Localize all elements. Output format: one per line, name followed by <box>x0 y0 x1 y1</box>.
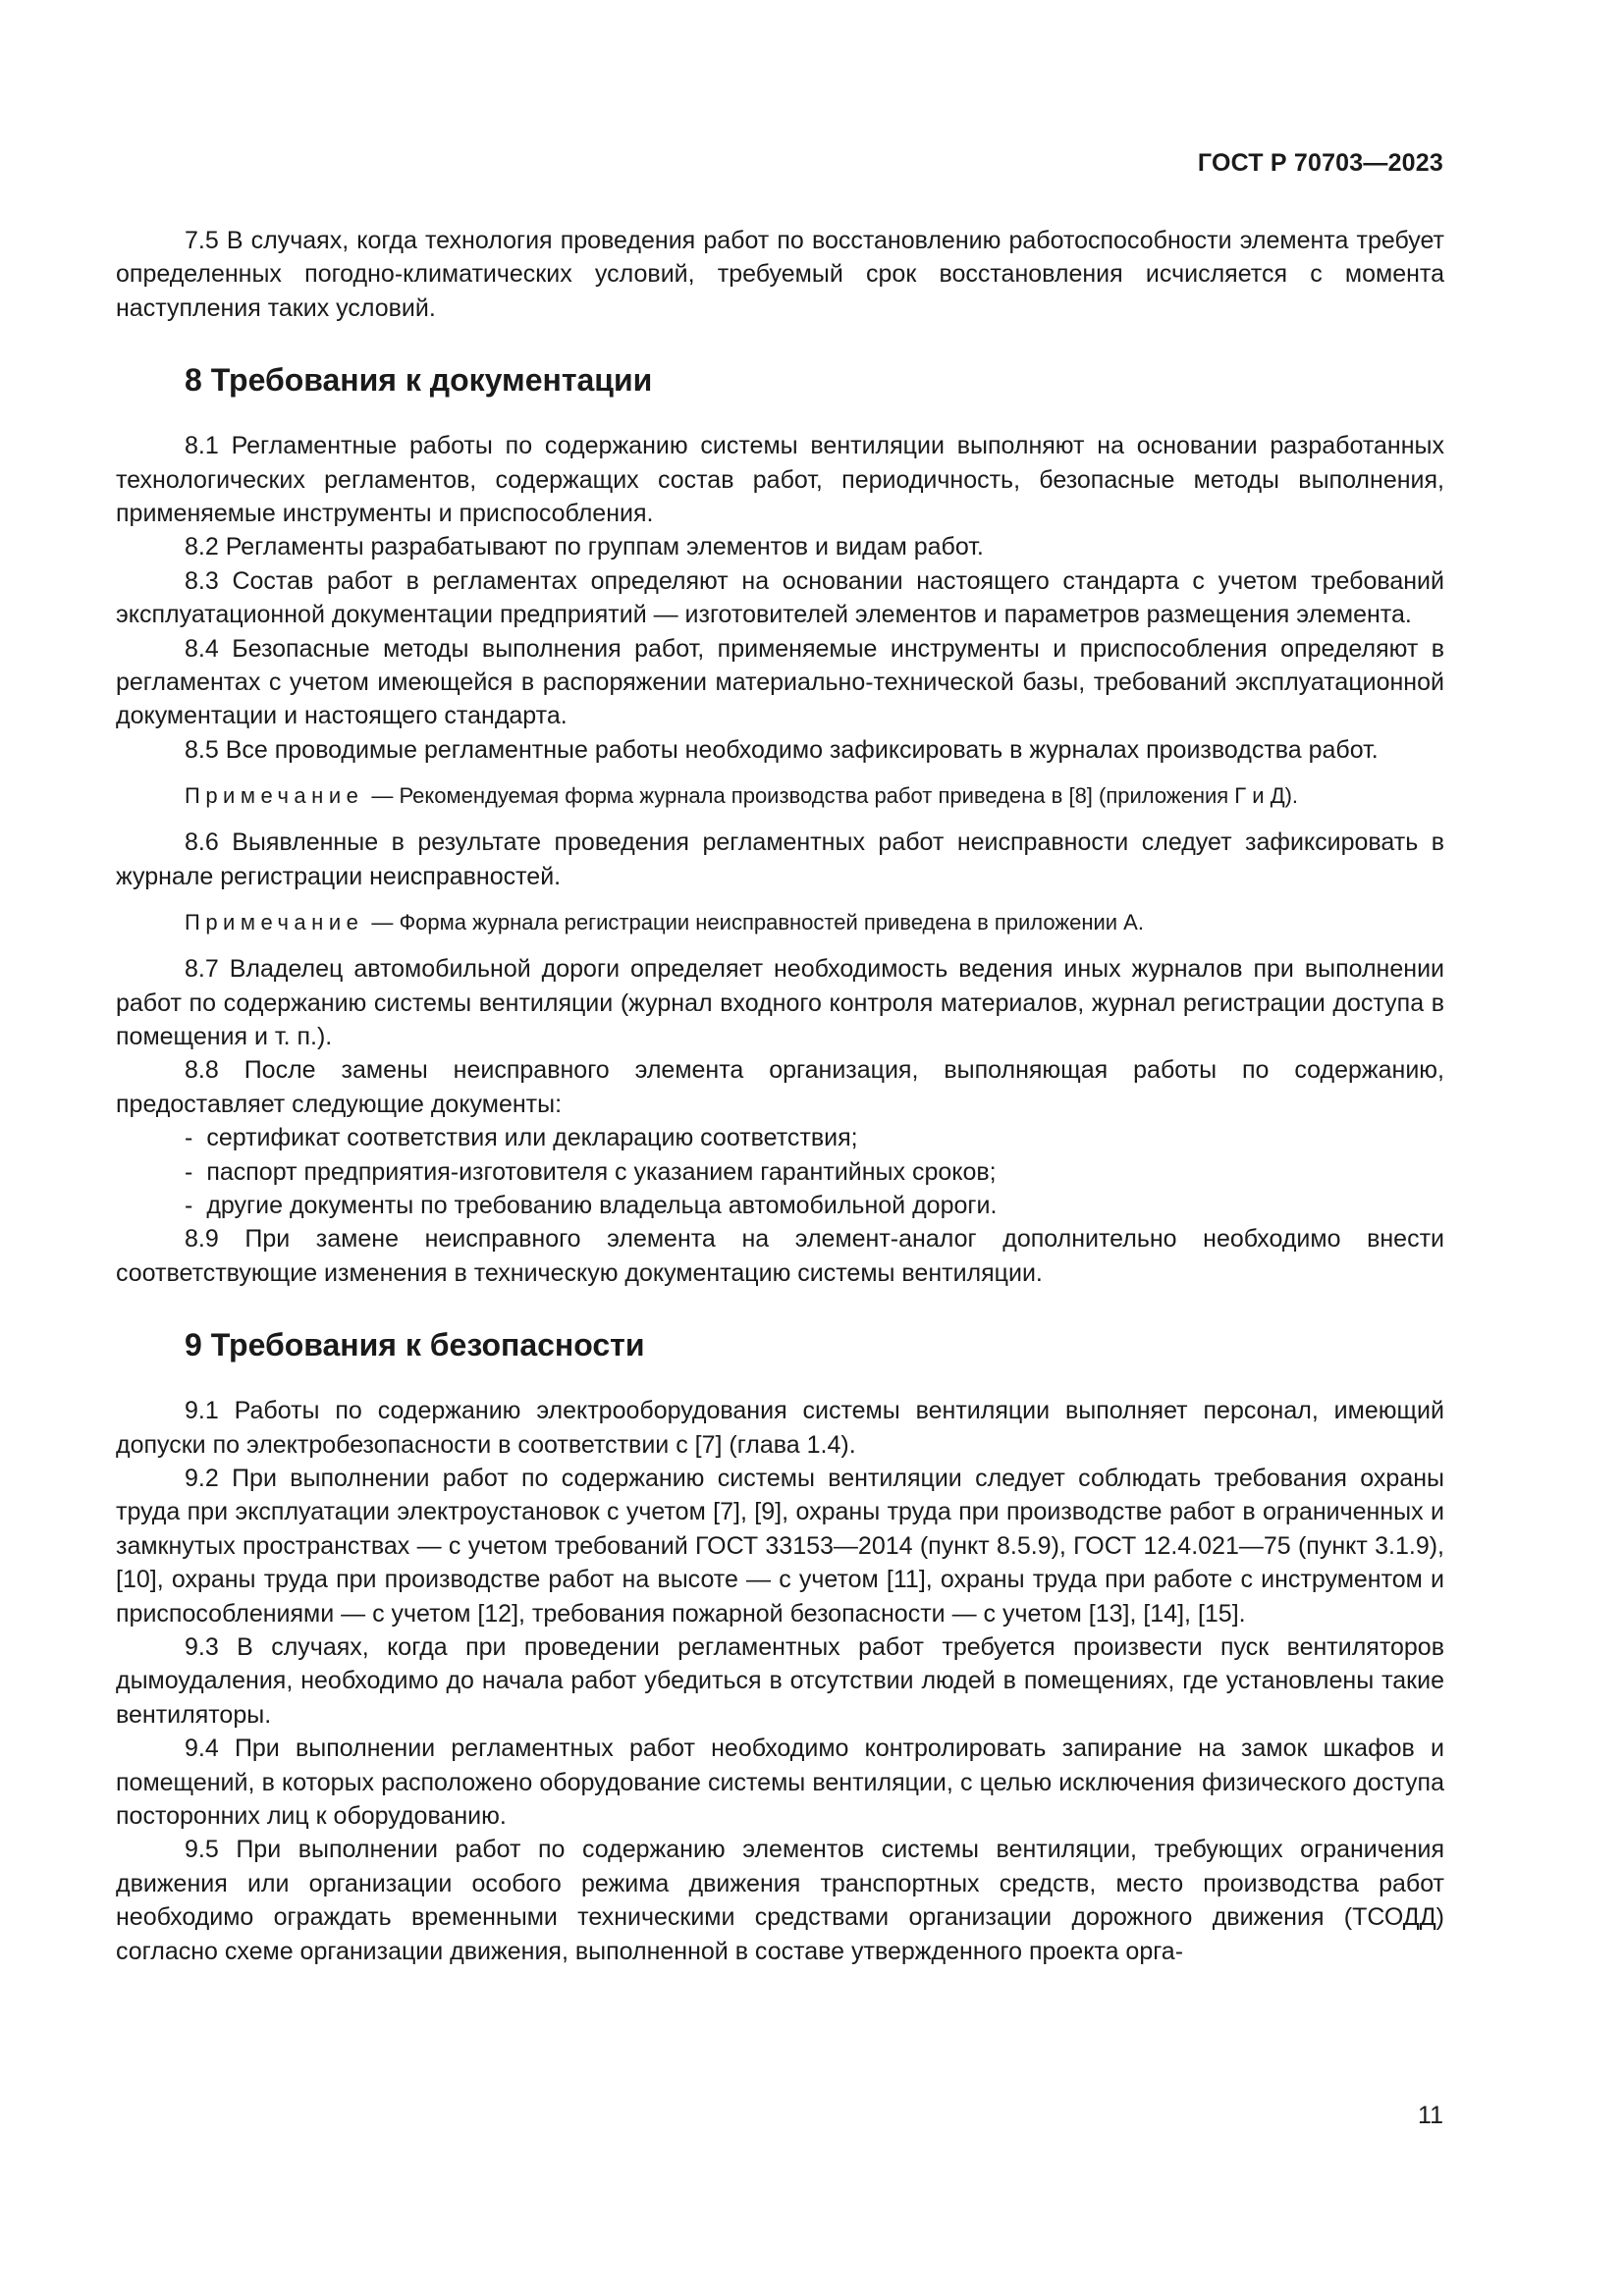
section-heading-9: 9 Требования к безопасности <box>185 1327 645 1363</box>
paragraph-8-1: 8.1 Регламентные работы по содержанию системы вентиляции выполняют на основании разработанных технологических регламентов, содержащих состав работ, периодичность, безопасные методы выполнения, применяемые инструменты и приспособления. <box>116 432 1444 528</box>
list-item <box>116 1121 1444 1154</box>
paragraph-7-5: 7.5 В случаях, когда технология проведения работ по восстановлению работоспособности элемента требует определенных погодно-климатических условий, требуемый срок восстановления исчисляется с момента наступления таких условий. <box>116 227 1444 322</box>
dash-marker: - <box>185 1191 193 1219</box>
paragraph-8-4: 8.4 Безопасные методы выполнения работ, применяемые инструменты и приспособления определяют в регламентах с учетом имеющейся в распоряжении материально-технической базы, требований эксплуатационной документации и настоящего стандарта. <box>116 634 1444 730</box>
paragraph-8-2: 8.2 Регламенты разрабатывают по группам элементов и видам работ. <box>185 533 984 561</box>
note-text: — Рекомендуемая форма журнала производства работ приведена в [8] (приложения Г и Д). <box>371 783 1299 809</box>
note-label: Примечание <box>185 783 364 809</box>
paragraph-9-3: 9.3 В случаях, когда при проведении регламентных работ требуется произвести пуск вентиляторов дымоудаления, необходимо до начала работ убедиться в отсутствии людей в помещениях, где установлены такие вентиляторы. <box>116 1633 1444 1729</box>
document-id-header: ГОСТ Р 70703—2023 <box>1197 149 1443 177</box>
list-item <box>116 1189 1444 1222</box>
dash-marker: - <box>185 1124 193 1152</box>
page-number: 11 <box>1418 2102 1443 2129</box>
list-item-text: паспорт предприятия-изготовителя с указанием гарантийных сроков; <box>206 1157 997 1186</box>
paragraph-9-5: 9.5 При выполнении работ по содержанию элементов системы вентиляции, требующих ограничения движения или организации особого режима движения транспортных средств, место производства работ необходимо ограждать временными техническими средствами организации дорожного движения (ТСОДД) согласно схеме организации движения, выполненной в составе утвержденного проекта орга- <box>116 1836 1444 1965</box>
paragraph-9-4: 9.4 При выполнении регламентных работ необходимо контролировать запирание на замок шкафов и помещений, в которых расположено оборудование системы вентиляции, с целью исключения физического доступа посторонних лиц к оборудованию. <box>116 1735 1444 1831</box>
paragraph-8-3: 8.3 Состав работ в регламентах определяют на основании настоящего стандарта с учетом требований эксплуатационной документации предприятий — изготовителей элементов и параметров размещения элемента. <box>116 566 1444 629</box>
list-item-text: сертификат соответствия или декларацию соответствия; <box>206 1124 858 1152</box>
paragraph-8-6: 8.6 Выявленные в результате проведения регламентных работ неисправности следует зафиксировать в журнале регистрации неисправностей. <box>116 828 1444 890</box>
document-body <box>116 224 1444 1968</box>
note-8-6 <box>116 907 1444 938</box>
paragraph-8-7: 8.7 Владелец автомобильной дороги определяет необходимость ведения иных журналов при выполнении работ по содержанию системы вентиляции (журнал входного контроля материалов, журнал регистрации доступа в помещения и т. п.). <box>116 955 1444 1050</box>
note-label: Примечание <box>185 910 364 935</box>
list-item-text: другие документы по требованию владельца автомобильной дороги. <box>206 1191 998 1219</box>
paragraph-8-5: 8.5 Все проводимые регламентные работы необходимо зафиксировать в журналах производства работ. <box>185 735 1379 764</box>
paragraph-8-8: 8.8 После замены неисправного элемента организация, выполняющая работы по содержанию, предоставляет следующие документы: <box>116 1056 1444 1118</box>
paragraph-9-2: 9.2 При выполнении работ по содержанию системы вентиляции следует соблюдать требования охраны труда при эксплуатации электроустановок с учетом [7], [9], охраны труда при производстве работ в ограниченных и замкнутых пространствах — с учетом требований ГОСТ 33153—2014 (пункт 8.5.9), ГОСТ 12.4.021—75 (пункт 3.1.9), [10], охраны труда при производстве работ на высоте — с учетом [11], охраны труда при работе с инструментом и приспособлениями — с учетом [12], требования пожарной безопасности — с учетом [13], [14], [15]. <box>116 1464 1444 1628</box>
note-8-5 <box>116 780 1444 812</box>
section-heading-8: 8 Требования к документации <box>185 362 653 399</box>
note-text: — Форма журнала регистрации неисправностей приведена в приложении А. <box>371 910 1144 935</box>
documents-list <box>116 1121 1444 1222</box>
paragraph-9-1: 9.1 Работы по содержанию электрооборудования системы вентиляции выполняет персонал, имеющий допуски по электробезопасности в соответствии с [7] (глава 1.4). <box>116 1397 1444 1459</box>
list-item <box>116 1155 1444 1189</box>
dash-marker: - <box>185 1157 193 1186</box>
paragraph-8-9: 8.9 При замене неисправного элемента на элемент-аналог дополнительно необходимо внести соответствующие изменения в техническую документацию системы вентиляции. <box>116 1225 1444 1287</box>
